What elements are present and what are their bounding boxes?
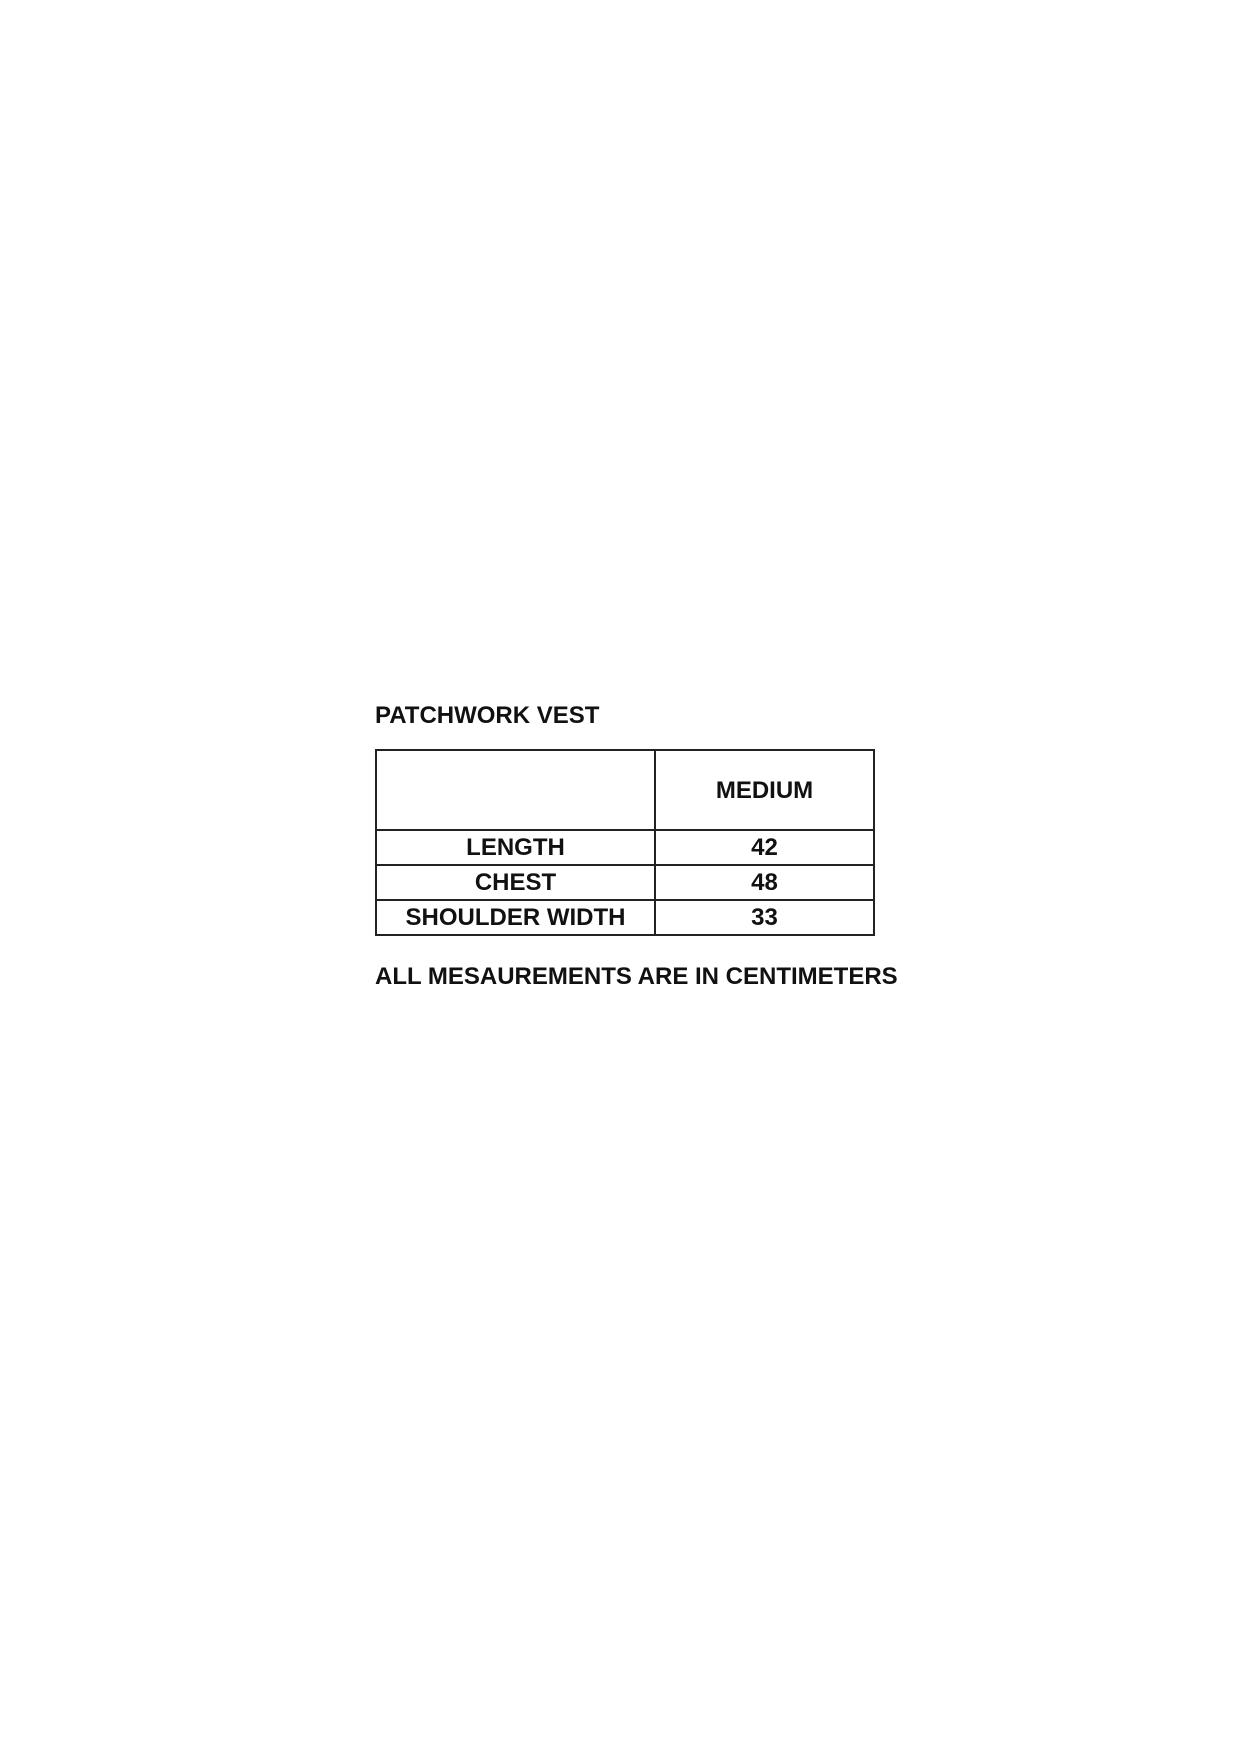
row-value-length: 42 bbox=[655, 830, 874, 865]
measurement-note: ALL MESAUREMENTS ARE IN CENTIMETERS bbox=[375, 963, 898, 990]
row-value-chest: 48 bbox=[655, 865, 874, 900]
row-label-chest: CHEST bbox=[376, 865, 655, 900]
row-label-length: LENGTH bbox=[376, 830, 655, 865]
row-value-shoulder-width: 33 bbox=[655, 900, 874, 935]
table-row bbox=[376, 830, 874, 865]
header-cell-medium: MEDIUM bbox=[655, 750, 874, 830]
size-table bbox=[375, 749, 875, 936]
document-title: PATCHWORK VEST bbox=[375, 702, 600, 729]
table-header-row bbox=[376, 750, 874, 830]
table-row bbox=[376, 865, 874, 900]
header-cell-empty bbox=[376, 750, 655, 830]
row-label-shoulder-width: SHOULDER WIDTH bbox=[376, 900, 655, 935]
table-row bbox=[376, 900, 874, 935]
